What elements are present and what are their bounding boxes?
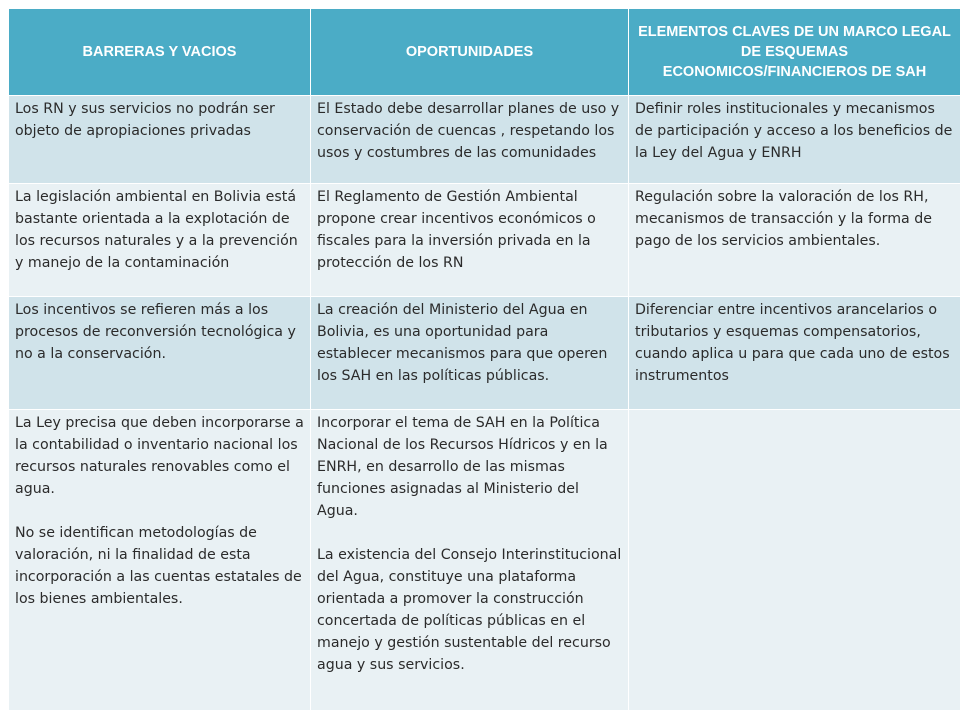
cell-barriers: La legislación ambiental en Bolivia está bastante orientada a la explotación de los recursos naturales y a la prevención y manejo de la contaminación xyxy=(9,184,311,297)
table-row xyxy=(9,96,960,184)
header-key-elements: ELEMENTOS CLAVES DE UN MARCO LEGAL DE ESQUEMAS ECONOMICOS/FINANCIEROS DE SAH xyxy=(629,9,960,96)
cell-key-elements: Diferenciar entre incentivos arancelarios o tributarios y esquemas compensatorios, cuando aplica u para que cada uno de estos instrumentos xyxy=(629,297,960,410)
paragraph: La existencia del Consejo Interinstitucional del Agua, constituye una plataforma orientada a promover la construcción concertada de políticas públicas en el manejo y gestión sustentable del recurso agua y sus servicios. xyxy=(317,547,622,673)
cell-key-elements: Definir roles institucionales y mecanismos de participación y acceso a los beneficios de la Ley del Agua y ENRH xyxy=(629,96,960,184)
cell-barriers: Los incentivos se refieren más a los procesos de reconversión tecnológica y no a la conservación. xyxy=(9,297,311,410)
cell-key-elements: Regulación sobre la valoración de los RH, mecanismos de transacción y la forma de pago de los servicios ambientales. xyxy=(629,184,960,297)
cell-opportunities: El Reglamento de Gestión Ambiental propone crear incentivos económicos o fiscales para la inversión privada en la protección de los RN xyxy=(311,184,629,297)
cell-key-elements xyxy=(629,410,960,711)
paragraph: La Ley precisa que deben incorporarse a la contabilidad o inventario nacional los recursos naturales renovables como el agua. xyxy=(15,415,304,497)
cell-opportunities: La creación del Ministerio del Agua en Bolivia, es una oportunidad para establecer mecanismos para que operen los SAH en las políticas públicas. xyxy=(311,297,629,410)
paragraph: Incorporar el tema de SAH en la Política Nacional de los Recursos Hídricos y en la ENRH, en desarrollo de las mismas funciones asignadas al Ministerio del Agua. xyxy=(317,415,608,519)
header-row xyxy=(9,9,960,96)
comparison-table xyxy=(8,8,960,711)
table-row xyxy=(9,297,960,410)
paragraph: No se identifican metodologías de valoración, ni la finalidad de esta incorporación a las cuentas estatales de los bienes ambientales. xyxy=(15,525,302,607)
cell-barriers: Los RN y sus servicios no podrán ser objeto de apropiaciones privadas xyxy=(9,96,311,184)
cell-opportunities xyxy=(311,410,629,711)
cell-barriers xyxy=(9,410,311,711)
header-opportunities: OPORTUNIDADES xyxy=(311,9,629,96)
table-row xyxy=(9,184,960,297)
header-barriers: BARRERAS Y VACIOS xyxy=(9,9,311,96)
cell-opportunities: El Estado debe desarrollar planes de uso y conservación de cuencas , respetando los usos y costumbres de las comunidades xyxy=(311,96,629,184)
table-row xyxy=(9,410,960,711)
